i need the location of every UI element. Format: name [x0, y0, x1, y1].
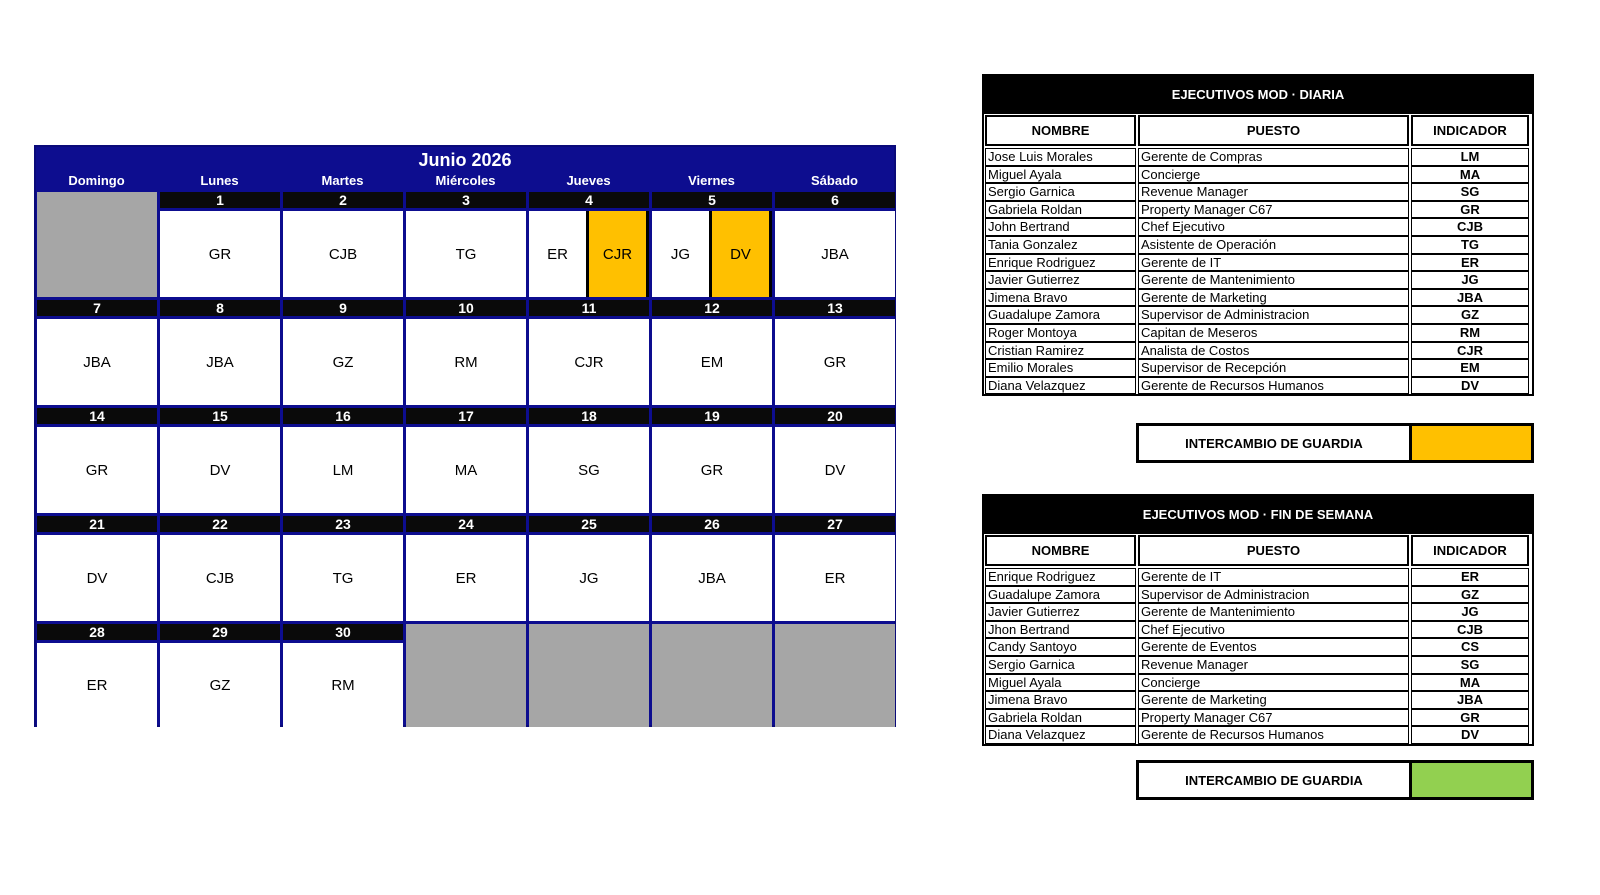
assigned-executive-code: SG	[578, 461, 600, 479]
executive-position: Property Manager C67	[1138, 709, 1409, 727]
day-number: 2	[283, 192, 403, 208]
day-number: 25	[529, 516, 649, 532]
executive-indicator: ER	[1411, 568, 1529, 586]
executive-position: Concierge	[1138, 166, 1409, 184]
day-number: 9	[283, 300, 403, 316]
daily-table-title: EJECUTIVOS MOD · DIARIA	[984, 76, 1532, 114]
daily-table-body	[984, 148, 1532, 394]
executive-indicator: MA	[1411, 166, 1529, 184]
day-number: 21	[37, 516, 157, 532]
weekday-label: Miércoles	[435, 173, 496, 188]
table-row	[984, 183, 1532, 201]
day-number: 15	[160, 408, 280, 424]
executive-position: Gerente de Eventos	[1138, 638, 1409, 656]
day-number: 13	[775, 300, 895, 316]
table-row	[984, 726, 1532, 744]
table-row	[984, 709, 1532, 727]
day-cell[interactable]	[652, 535, 772, 621]
day-cell-swap[interactable]	[652, 211, 772, 297]
day-cell[interactable]	[160, 211, 280, 297]
table-row	[984, 638, 1532, 656]
assigned-executive-code: EM	[700, 353, 724, 371]
weekday-label: Lunes	[200, 173, 239, 188]
assigned-executive-code: DV	[209, 461, 231, 479]
calendar-title: Junio 2026	[418, 150, 512, 170]
executive-position: Asistente de Operación	[1138, 236, 1409, 254]
day-number: 20	[775, 408, 895, 424]
day-number: 7	[37, 300, 157, 316]
empty-day-cell	[529, 624, 649, 727]
executive-indicator: ER	[1411, 254, 1529, 272]
table-row	[984, 254, 1532, 272]
day-number: 24	[406, 516, 526, 532]
day-number: 17	[406, 408, 526, 424]
table-row	[984, 166, 1532, 184]
executive-name: Gabriela Roldan	[985, 709, 1136, 727]
assigned-executive-code: CJB	[205, 569, 235, 587]
executive-position: Gerente de Mantenimiento	[1138, 603, 1409, 621]
swap-executive-code: DV	[709, 211, 772, 297]
swap-legend-color	[1412, 763, 1531, 797]
assigned-executive-code: ER	[824, 569, 846, 587]
executive-name: Enrique Rodriguez	[985, 568, 1136, 586]
day-cell[interactable]	[160, 319, 280, 405]
executive-position: Revenue Manager	[1138, 656, 1409, 674]
executive-indicator: CJB	[1411, 621, 1529, 639]
executive-indicator: MA	[1411, 674, 1529, 692]
table-row	[984, 568, 1532, 586]
executive-indicator: RM	[1411, 324, 1529, 342]
assigned-executive-code: GR	[823, 353, 847, 371]
assigned-executive-code: DV	[86, 569, 108, 587]
assigned-executive-code: TG	[455, 245, 477, 263]
executive-name: Jhon Bertrand	[985, 621, 1136, 639]
executive-name: Guadalupe Zamora	[985, 306, 1136, 324]
empty-day-cell	[406, 624, 526, 727]
executive-position: Gerente de Compras	[1138, 148, 1409, 166]
day-number: 19	[652, 408, 772, 424]
table-row	[984, 324, 1532, 342]
weekend-table-body	[984, 568, 1532, 744]
day-number: 29	[160, 624, 280, 640]
weekend-executives-table	[982, 494, 1534, 746]
day-cell[interactable]	[283, 211, 403, 297]
swap-legend-label: INTERCAMBIO DE GUARDIA	[1139, 763, 1412, 797]
executive-indicator: SG	[1411, 183, 1529, 201]
executive-name: Miguel Ayala	[985, 674, 1136, 692]
executive-position: Chef Ejecutivo	[1138, 621, 1409, 639]
executive-position: Concierge	[1138, 674, 1409, 692]
day-number: 18	[529, 408, 649, 424]
assigned-executive-code: GZ	[209, 676, 231, 694]
assigned-executive-code: JG	[579, 569, 599, 587]
executive-indicator: DV	[1411, 726, 1529, 744]
executive-indicator: GR	[1411, 201, 1529, 219]
day-cell[interactable]	[406, 535, 526, 621]
day-number: 8	[160, 300, 280, 316]
executive-indicator: CJR	[1411, 342, 1529, 360]
executive-name: John Bertrand	[985, 218, 1136, 236]
day-cell-swap[interactable]	[529, 211, 649, 297]
day-cell[interactable]	[529, 427, 649, 513]
assigned-executive-code: TG	[332, 569, 354, 587]
day-cell[interactable]	[529, 319, 649, 405]
executive-position: Analista de Costos	[1138, 342, 1409, 360]
day-cell[interactable]	[406, 427, 526, 513]
assigned-executive-code: JBA	[206, 353, 234, 371]
col-puesto: PUESTO	[1138, 535, 1409, 566]
executive-name: Jimena Bravo	[985, 691, 1136, 709]
assigned-executive-code: GR	[85, 461, 109, 479]
empty-day-cell	[775, 624, 895, 727]
assigned-executive-code: GR	[700, 461, 724, 479]
executive-position: Property Manager C67	[1138, 201, 1409, 219]
table-row	[984, 359, 1532, 377]
executive-indicator: SG	[1411, 656, 1529, 674]
weekday-label: Sábado	[811, 173, 858, 188]
calendar	[34, 145, 896, 727]
day-cell[interactable]	[406, 211, 526, 297]
table-row	[984, 656, 1532, 674]
assigned-executive-code: RM	[454, 353, 478, 371]
executive-indicator: JG	[1411, 603, 1529, 621]
assigned-executive-code: DV	[824, 461, 846, 479]
day-cell[interactable]	[652, 427, 772, 513]
daily-table-header	[984, 114, 1532, 148]
executive-name: Sergio Garnica	[985, 183, 1136, 201]
day-cell[interactable]	[37, 643, 157, 727]
table-row	[984, 236, 1532, 254]
executive-name: Emilio Morales	[985, 359, 1136, 377]
swap-executive-code: CJR	[586, 211, 649, 297]
executive-indicator: GZ	[1411, 586, 1529, 604]
day-number: 28	[37, 624, 157, 640]
executive-name: Javier Gutierrez	[985, 271, 1136, 289]
day-cell[interactable]	[406, 319, 526, 405]
assigned-executive-code: GZ	[332, 353, 354, 371]
day-cell[interactable]	[775, 427, 895, 513]
executive-name: Diana Velazquez	[985, 377, 1136, 395]
col-indicador: INDICADOR	[1411, 115, 1529, 146]
executive-indicator: GZ	[1411, 306, 1529, 324]
table-row	[984, 148, 1532, 166]
table-row	[984, 218, 1532, 236]
empty-day-cell	[37, 192, 157, 297]
executive-indicator: LM	[1411, 148, 1529, 166]
table-row	[984, 377, 1532, 395]
executive-name: Cristian Ramirez	[985, 342, 1136, 360]
executive-name: Gabriela Roldan	[985, 201, 1136, 219]
day-cell[interactable]	[160, 535, 280, 621]
day-cell[interactable]	[283, 319, 403, 405]
table-row	[984, 289, 1532, 307]
executive-position: Gerente de IT	[1138, 254, 1409, 272]
table-row	[984, 603, 1532, 621]
executive-name: Jose Luis Morales	[985, 148, 1136, 166]
executive-name: Enrique Rodriguez	[985, 254, 1136, 272]
day-number: 27	[775, 516, 895, 532]
executive-indicator: DV	[1411, 377, 1529, 395]
swap-legend-color	[1412, 426, 1531, 460]
assigned-executive-code: JBA	[821, 245, 849, 263]
day-cell[interactable]	[775, 535, 895, 621]
daily-swap-legend	[1136, 423, 1534, 463]
day-cell[interactable]	[283, 535, 403, 621]
col-nombre: NOMBRE	[985, 535, 1136, 566]
table-row	[984, 586, 1532, 604]
executive-name: Candy Santoyo	[985, 638, 1136, 656]
col-indicador: INDICADOR	[1411, 535, 1529, 566]
day-number: 11	[529, 300, 649, 316]
executive-position: Revenue Manager	[1138, 183, 1409, 201]
executive-indicator: CS	[1411, 638, 1529, 656]
day-number: 30	[283, 624, 403, 640]
executive-indicator: CJB	[1411, 218, 1529, 236]
assigned-executive-code: MA	[454, 461, 478, 479]
assigned-executive-code: JG	[652, 211, 709, 297]
swap-legend-label: INTERCAMBIO DE GUARDIA	[1139, 426, 1412, 460]
col-puesto: PUESTO	[1138, 115, 1409, 146]
executive-name: Javier Gutierrez	[985, 603, 1136, 621]
executive-name: Miguel Ayala	[985, 166, 1136, 184]
assigned-executive-code: CJR	[574, 353, 604, 371]
executive-indicator: JBA	[1411, 691, 1529, 709]
executive-position: Gerente de Mantenimiento	[1138, 271, 1409, 289]
day-number: 4	[529, 192, 649, 208]
executive-position: Gerente de Recursos Humanos	[1138, 726, 1409, 744]
day-cell[interactable]	[283, 643, 403, 727]
assigned-executive-code: RM	[331, 676, 355, 694]
assigned-executive-code: LM	[332, 461, 354, 479]
assigned-executive-code: CJB	[328, 245, 358, 263]
weekday-label: Jueves	[566, 173, 611, 188]
assigned-executive-code: ER	[455, 569, 477, 587]
assigned-executive-code: JBA	[698, 569, 726, 587]
executive-position: Chef Ejecutivo	[1138, 218, 1409, 236]
day-number: 14	[37, 408, 157, 424]
table-row	[984, 306, 1532, 324]
weekday-label: Martes	[321, 173, 364, 188]
executive-indicator: GR	[1411, 709, 1529, 727]
day-number: 5	[652, 192, 772, 208]
day-number: 3	[406, 192, 526, 208]
executive-position: Gerente de Marketing	[1138, 289, 1409, 307]
day-cell[interactable]	[160, 643, 280, 727]
day-cell[interactable]	[652, 319, 772, 405]
daily-executives-table	[982, 74, 1534, 396]
executive-position: Supervisor de Recepción	[1138, 359, 1409, 377]
executive-position: Gerente de Marketing	[1138, 691, 1409, 709]
day-number: 22	[160, 516, 280, 532]
executive-name: Roger Montoya	[985, 324, 1136, 342]
table-row	[984, 201, 1532, 219]
day-cell[interactable]	[775, 211, 895, 297]
table-row	[984, 674, 1532, 692]
weekend-table-header	[984, 534, 1532, 568]
weekend-swap-legend	[1136, 760, 1534, 800]
executive-name: Tania Gonzalez	[985, 236, 1136, 254]
assigned-executive-code: GR	[208, 245, 232, 263]
day-number: 6	[775, 192, 895, 208]
empty-day-cell	[652, 624, 772, 727]
executive-name: Sergio Garnica	[985, 656, 1136, 674]
executive-position: Supervisor de Administracion	[1138, 306, 1409, 324]
day-cell[interactable]	[283, 427, 403, 513]
day-cell[interactable]	[37, 535, 157, 621]
executive-name: Diana Velazquez	[985, 726, 1136, 744]
day-cell[interactable]	[160, 427, 280, 513]
assigned-executive-code: ER	[529, 211, 586, 297]
table-row	[984, 271, 1532, 289]
executive-name: Jimena Bravo	[985, 289, 1136, 307]
day-cell[interactable]	[529, 535, 649, 621]
day-number: 10	[406, 300, 526, 316]
weekday-label: Viernes	[688, 173, 735, 188]
weekend-table-title: EJECUTIVOS MOD · FIN DE SEMANA	[984, 496, 1532, 534]
executive-position: Gerente de IT	[1138, 568, 1409, 586]
executive-position: Capitan de Meseros	[1138, 324, 1409, 342]
day-number: 23	[283, 516, 403, 532]
day-cell[interactable]	[37, 319, 157, 405]
executive-indicator: JG	[1411, 271, 1529, 289]
day-number: 12	[652, 300, 772, 316]
table-row	[984, 621, 1532, 639]
table-row	[984, 691, 1532, 709]
day-cell[interactable]	[37, 427, 157, 513]
day-number: 26	[652, 516, 772, 532]
executive-indicator: TG	[1411, 236, 1529, 254]
executive-position: Gerente de Recursos Humanos	[1138, 377, 1409, 395]
executive-name: Guadalupe Zamora	[985, 586, 1136, 604]
weekday-label: Domingo	[68, 173, 125, 188]
executive-indicator: EM	[1411, 359, 1529, 377]
day-number: 16	[283, 408, 403, 424]
executive-position: Supervisor de Administracion	[1138, 586, 1409, 604]
executive-indicator: JBA	[1411, 289, 1529, 307]
col-nombre: NOMBRE	[985, 115, 1136, 146]
assigned-executive-code: ER	[86, 676, 108, 694]
day-number: 1	[160, 192, 280, 208]
day-cell[interactable]	[775, 319, 895, 405]
assigned-executive-code: JBA	[83, 353, 111, 371]
table-row	[984, 342, 1532, 360]
